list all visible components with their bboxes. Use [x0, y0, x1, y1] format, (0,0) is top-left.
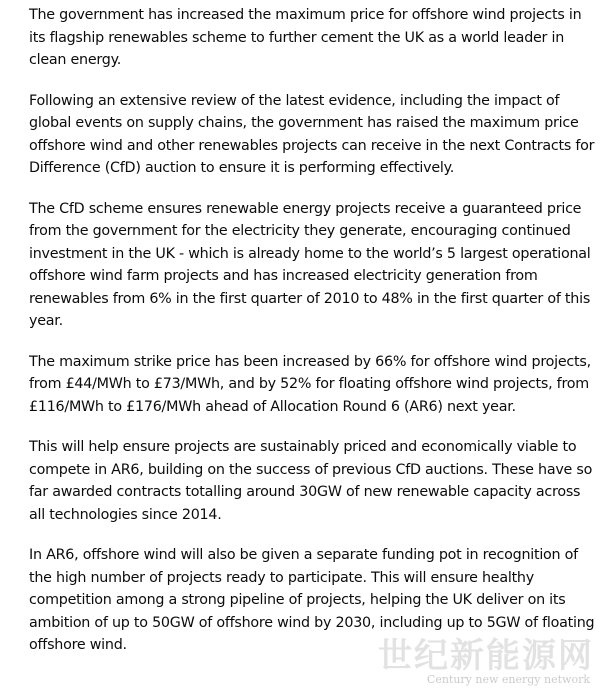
paragraph-cfd-scheme: The CfD scheme ensures renewable energy projects receive a guaranteed price from the government for the electricity they generate, encouraging continued investment in the UK - which is already home to the world’s 5 largest operational offshore wind farm projects and has increased electricity generation from renewables from 6% in the first quarter of 2010 to 48% in the first quarter of this year.: [29, 200, 591, 329]
watermark-caption: Century new energy network: [426, 673, 590, 686]
paragraph-ar6-viability: This will help ensure projects are sustainably priced and economically viable to compete in AR6, building on the success of previous CfD auctions. These have so far awarded contracts totalling around 30GW of new renewable capacity across all technologies since 2014.: [29, 439, 593, 523]
paragraph-strike-price: The maximum strike price has been increased by 66% for offshore wind projects, from £44/MWh to £73/MWh, and by 52% for floating offshore wind projects, from £116/MWh to £176/MWh ahead of Allocation Round 6 (AR6) next year.: [29, 353, 591, 415]
paragraph-review: Following an extensive review of the latest evidence, including the impact of global events on supply chains, the government has raised the maximum price offshore wind and other renewables projects can receive in the next Contracts for Difference (CfD) auction to ensure it is performing effectively.: [29, 92, 595, 176]
watermark-logo-text: 世纪新能源网: [378, 636, 594, 676]
article-body: [29, 4, 599, 675]
paragraph-intro: The government has increased the maximum price for offshore wind projects in its flagship renewables scheme to further cement the UK as a world leader in clean energy.: [29, 7, 582, 68]
paragraph-funding-pot: In AR6, offshore wind will also be given a separate funding pot in recognition of the high number of projects ready to participate. This will ensure healthy competition among a strong pipeline of projects, helping the UK deliver on its ambition of up to 50GW of offshore wind by 2030, including up to 5GW of floating offshore wind.: [29, 547, 595, 653]
